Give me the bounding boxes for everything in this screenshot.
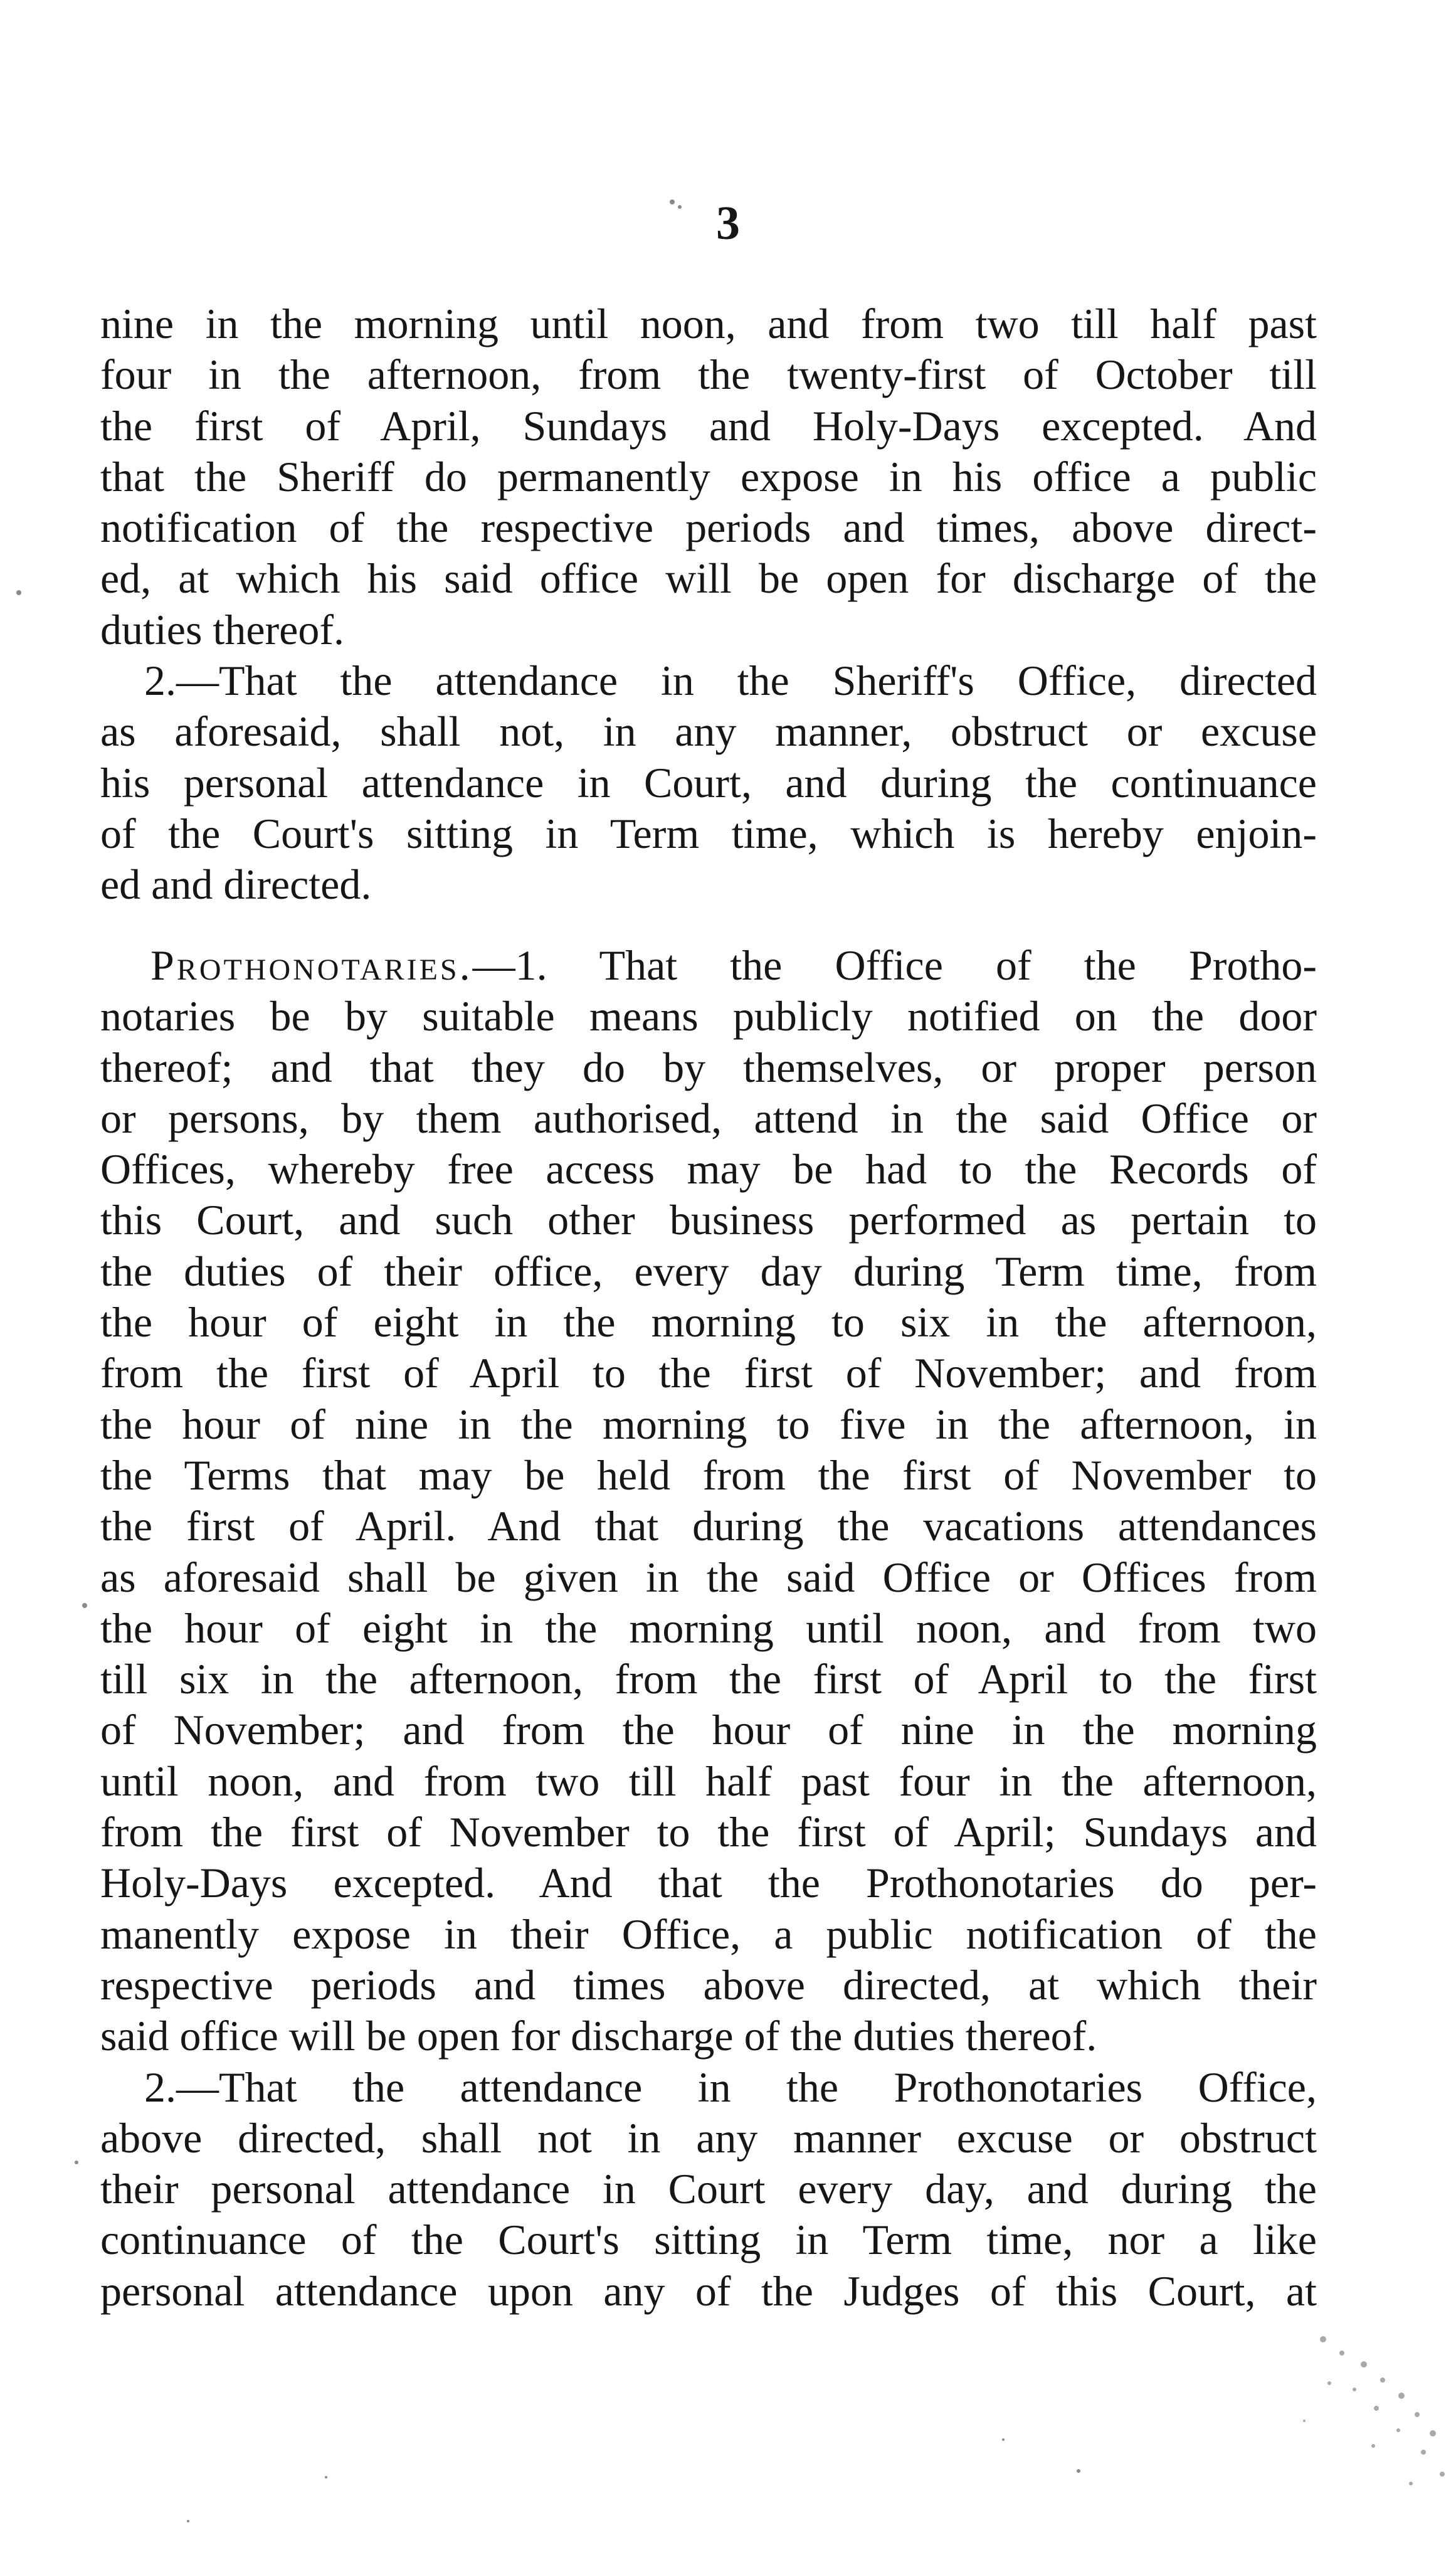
page-number: 3 [716, 197, 740, 250]
prothonotaries-line-16: of November; and from the hour of nine in the morning [100, 1706, 1317, 1754]
prothonotaries-line-2: notaries be by suitable means publicly notified on the door [100, 992, 1317, 1040]
paragraph-1-line-7: duties thereof. [100, 605, 344, 653]
prothonotaries-line-7: the duties of their office, every day during Term time, from [100, 1247, 1317, 1295]
paragraph-1-line-4: that the Sheriff do permanently expose in his office a public [100, 452, 1317, 500]
prothonotaries-line-3: thereof; and that they do by themselves, or proper person [100, 1043, 1317, 1091]
paragraph-1-line-5: notification of the respective periods and times, above direct- [100, 504, 1317, 552]
prothonotaries-line-21: respective periods and times above directed, at which their [100, 1960, 1317, 2009]
last-paragraph-line-1: 2.—That the attendance in the Prothonotaries Office, [144, 2063, 1317, 2111]
text-block-prothonotaries [100, 940, 1317, 2317]
text-block-upper [100, 299, 1317, 911]
paragraph-2-line-5: ed and directed. [100, 860, 372, 909]
prothonotaries-line-12: the first of April. And that during the vacations attendances [100, 1502, 1317, 1550]
prothonotaries-line-13: as aforesaid shall be given in the said Office or Offices from [100, 1553, 1317, 1601]
last-paragraph-line-3: their personal attendance in Court every day, and during the [100, 2165, 1317, 2213]
prothonotaries-line-9: from the first of April to the first of November; and from [100, 1349, 1317, 1397]
paragraph-1-line-1: nine in the morning until noon, and from two till half past [100, 300, 1317, 347]
prothonotaries-line-1 [100, 940, 1317, 991]
prothonotaries-line-1-text: —1. That the Office of the Protho- [472, 941, 1317, 989]
paragraph-2-line-3: his personal attendance in Court, and during the continuance [100, 758, 1317, 807]
last-paragraph-line-2: above directed, shall not in any manner excuse or obstruct [100, 2114, 1317, 2162]
prothonotaries-line-6: this Court, and such other business performed as pertain to [100, 1196, 1317, 1244]
paragraph-2-line-2: as aforesaid, shall not, in any manner, obstruct or excuse [100, 707, 1317, 756]
prothonotaries-line-8: the hour of eight in the morning to six in the afternoon, [100, 1298, 1317, 1346]
paragraph-1-line-6: ed, at which his said office will be open for discharge of the [100, 554, 1317, 603]
prothonotaries-line-17: until noon, and from two till half past four in the afternoon, [100, 1757, 1317, 1805]
prothonotaries-line-4: or persons, by them authorised, attend in the said Office or [100, 1094, 1317, 1142]
prothonotaries-line-5: Offices, whereby free access may be had to the Records of [100, 1145, 1317, 1193]
prothonotaries-line-15: till six in the afternoon, from the first of April to the first [100, 1655, 1317, 1703]
paragraph-2-line-4: of the Court's sitting in Term time, which is hereby enjoin- [100, 809, 1317, 857]
prothonotaries-line-11: the Terms that may be held from the first of November to [100, 1451, 1317, 1499]
last-paragraph-line-4: continuance of the Court's sitting in Term time, nor a like [100, 2216, 1317, 2264]
paragraph-2-line-1: 2.—That the attendance in the Sheriff's Office, directed [144, 657, 1317, 705]
prothonotaries-line-10: the hour of nine in the morning to five in the afternoon, in [100, 1400, 1317, 1448]
prothonotaries-line-18: from the first of November to the first of April; Sundays and [100, 1808, 1317, 1856]
prothonotaries-line-14: the hour of eight in the morning until noon, and from two [100, 1604, 1317, 1652]
prothonotaries-line-22: said office will be open for discharge of the duties thereof. [100, 2012, 1097, 2060]
prothonotaries-line-20: manently expose in their Office, a public notification of the [100, 1910, 1317, 1958]
last-paragraph-line-5: personal attendance upon any of the Judges of this Court, at [100, 2267, 1317, 2315]
prothonotaries-line-19: Holy-Days excepted. And that the Prothonotaries do per- [100, 1859, 1317, 1907]
prothonotaries-heading: Prothonotaries. [150, 941, 473, 989]
paragraph-1-line-2: four in the afternoon, from the twenty-first of October till [100, 351, 1317, 399]
paragraph-1-line-3: the first of April, Sundays and Holy-Days excepted. And [100, 401, 1317, 450]
